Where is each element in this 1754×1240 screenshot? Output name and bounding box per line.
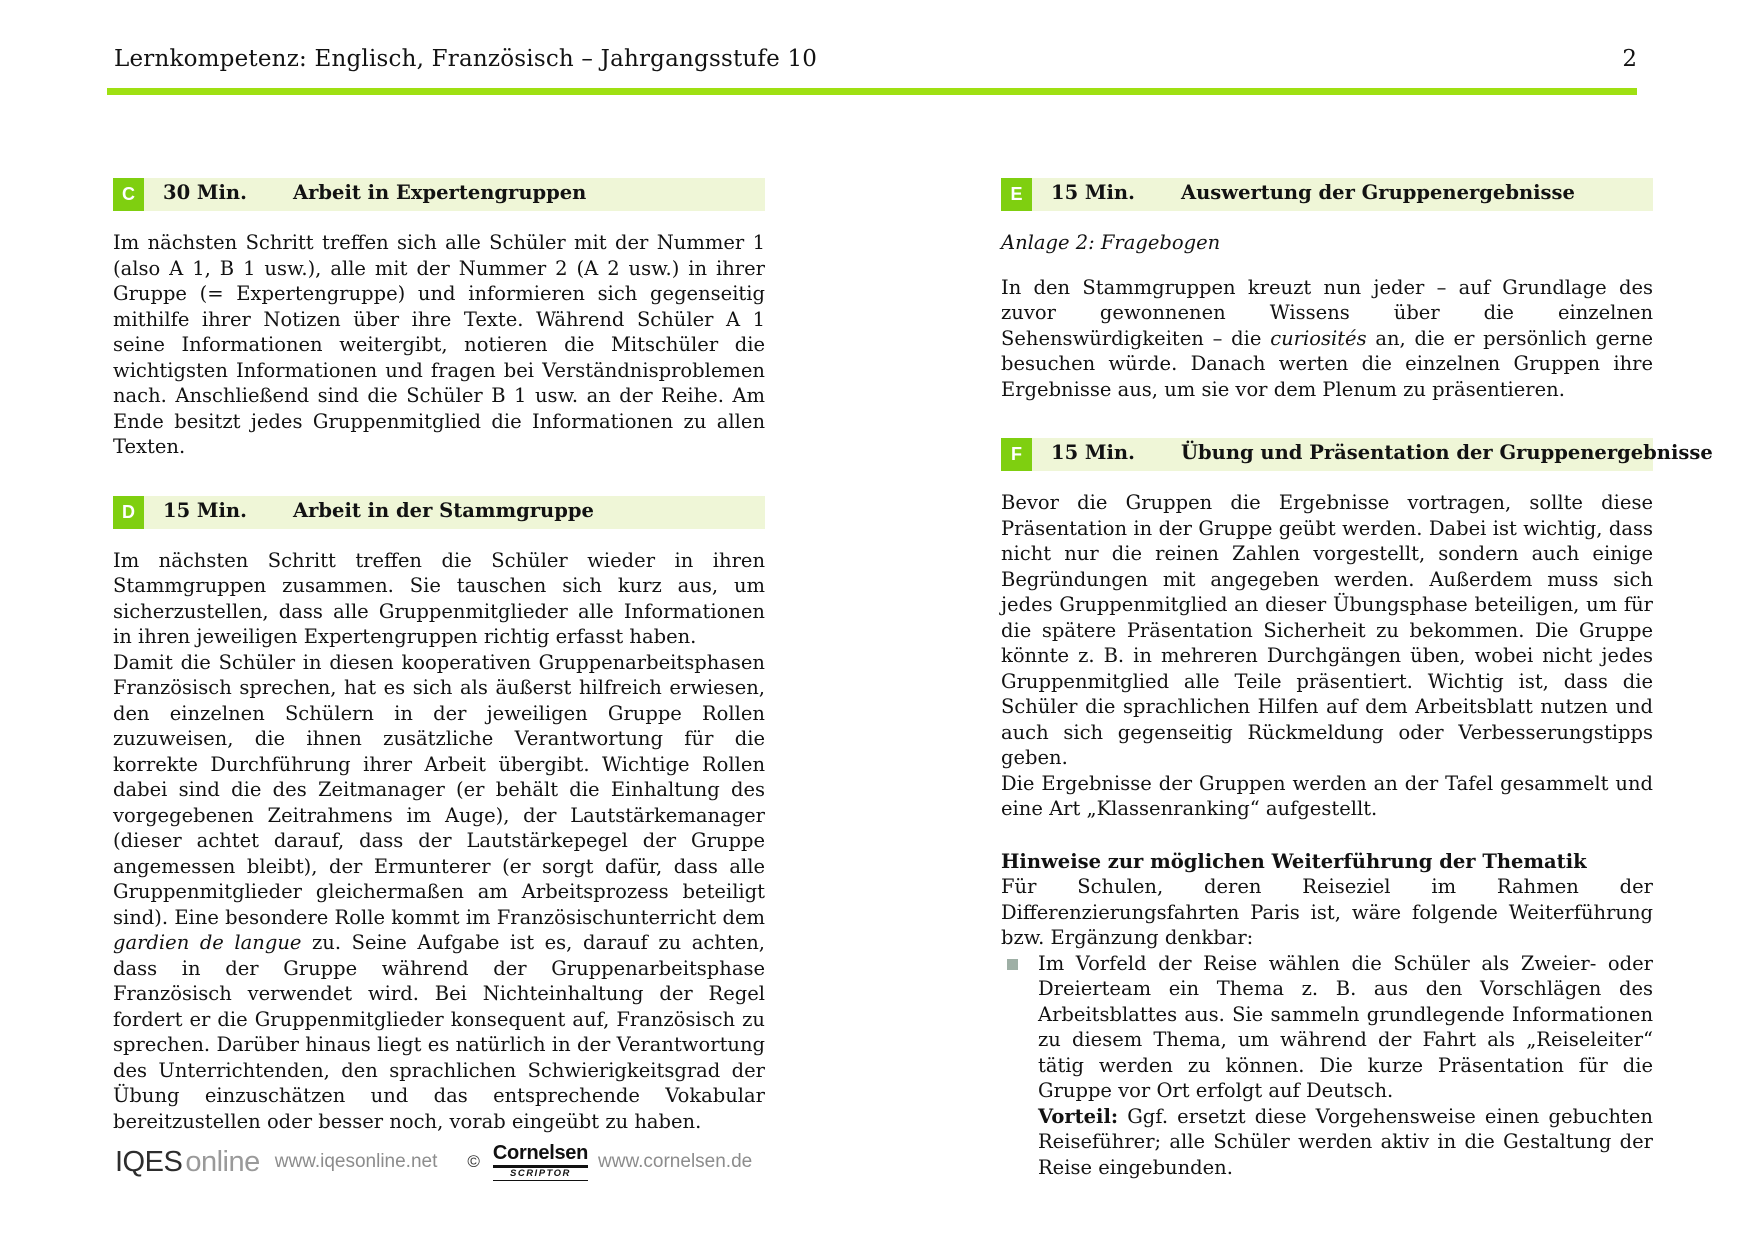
paragraph	[1001, 490, 1653, 771]
section-title: Übung und Präsentation der Gruppenergebnisse	[1181, 441, 1713, 464]
section-duration: 30 Min.	[163, 181, 247, 204]
text-segment: an, die er persönlich gerne besuchen würde. Danach werten die einzelnen Gruppen ihre Ergebnisse aus, um sie vor dem Plenum zu präsentieren.	[1001, 326, 1653, 401]
cornelsen-logo	[493, 1143, 588, 1181]
paragraph	[113, 548, 765, 650]
copyright-icon: ©	[467, 1152, 480, 1171]
section-c-bar	[113, 178, 765, 211]
page-title: Lernkompetenz: Englisch, Französisch – Jahrgangsstufe 10	[114, 46, 818, 72]
text-segment: Im nächsten Schritt treffen die Schüler wieder in ihren Stammgruppen zusammen. Sie tauschen sich kurz aus, um sicherzustellen, dass alle Gruppenmitglieder alle Informationen in ihren jeweiligen Expertengruppen richtig erfasst haben.	[113, 548, 765, 648]
section-duration: 15 Min.	[1051, 441, 1135, 464]
section-e-body	[1001, 275, 1653, 403]
section-title: Auswertung der Gruppenergebnisse	[1181, 181, 1575, 204]
text-segment: curiosités	[1270, 326, 1367, 350]
hints-block	[1001, 849, 1653, 1181]
section-e-bar	[1001, 178, 1653, 211]
section-f-body	[1001, 490, 1653, 822]
section-title: Arbeit in der Stammgruppe	[293, 498, 594, 522]
section-letter-badge: D	[113, 496, 144, 529]
section-letter-badge: E	[1001, 178, 1032, 211]
bullet-square-icon	[1007, 959, 1018, 970]
right-column	[1001, 178, 1713, 1180]
bullet-body	[1038, 951, 1653, 1181]
paragraph	[113, 650, 765, 1135]
text-segment: Damit die Schüler in diesen kooperativen Gruppenarbeitsphasen Französisch sprechen, hat es sich als äußerst hilfreich erwiesen, den einzelnen Schülern in der jeweiligen Gruppe Rollen zuzuweisen, die ihnen zusätzliche Verantwortung für die korrekte Durchführung ihrer Arbeit übergibt. Wichtige Rollen dabei sind die des Zeitmanager (er behält die Einhaltung des vorgegebenen Zeitrahmens im Auge), der Lautstärkemanager (dieser achtet darauf, dass der Lautstärkepegel der Gruppe angemessen bleibt), der Ermunterer (er sorgt dafür, dass alle Gruppenmitglieder gleichermaßen am Arbeitsprozess beteiligt sind). Eine besondere Rolle kommt im Französischunterricht dem	[113, 650, 765, 929]
hints-intro: Für Schulen, deren Reiseziel im Rahmen der Differenzierungsfahrten Paris ist, wäre folgende Weiterführung bzw. Ergänzung denkbar:	[1001, 875, 1653, 949]
paragraph	[113, 230, 765, 460]
section-c-body	[113, 230, 765, 460]
section-d-bar	[113, 496, 765, 529]
section-letter-badge: C	[113, 178, 144, 211]
section-duration: 15 Min.	[1051, 181, 1135, 204]
paragraph	[1038, 1104, 1653, 1181]
section-duration: 15 Min.	[163, 498, 247, 522]
text-segment: gardien de langue	[113, 931, 302, 954]
paragraph	[1001, 275, 1653, 403]
annex-reference: Anlage 2: Fragebogen	[1001, 231, 1221, 254]
paragraph	[1001, 771, 1653, 822]
section-f-bar	[1001, 438, 1713, 471]
cornelsen-logo-scriptor: SCRIPTOR	[493, 1168, 588, 1181]
text-segment: Im Vorfeld der Reise wählen die Schüler als Zweier- oder Dreierteam ein Thema z. B. aus den Vorschlägen des Arbeitsblattes aus. Sie sammeln grundlegende Informationen zu diesem Thema, um während der Fahrt als „Reiseleiter“ tätig werden zu können. Die kurze Präsentation für die Gruppe vor Ort erfolgt auf Deutsch.	[1038, 951, 1653, 1102]
page-footer	[115, 1140, 752, 1184]
iqes-logo-text: IQES	[115, 1145, 183, 1178]
cornelsen-url: www.cornelsen.de	[598, 1151, 753, 1172]
section-title: Arbeit in Expertengruppen	[293, 181, 587, 204]
left-column	[113, 178, 765, 1134]
text-segment: In den Stammgruppen kreuzt nun jeder – auf Grundlage des zuvor gewonnenen Wissens über die einzelnen Sehenswürdigkeiten – die	[1001, 275, 1653, 350]
text-segment: zu. Seine Aufgabe ist es, darauf zu achten, dass in der Gruppe während der Gruppenarbeitsphase Französisch verwendet wird. Bei Nichteinhaltung der Regel fordert er die Gruppenmitglieder konsequent auf, Französisch zu sprechen. Darüber hinaus liegt es natürlich in der Verantwortung des Unterrichtenden, den sprachlichen Schwierigkeitsgrad der Übung einzuschätzen und das entsprechende Vokabular bereitzustellen oder besser noch, vorab eingeübt zu haben.	[113, 931, 765, 1133]
paragraph	[1038, 951, 1653, 1104]
iqes-url: www.iqesonline.net	[274, 1151, 438, 1172]
text-segment: Bevor die Gruppen die Ergebnisse vortragen, sollte diese Präsentation in der Gruppe geübt werden. Dabei ist wichtig, dass nicht nur die reinen Zahlen vorgestellt, sondern auch einige Begründungen mit angegeben werden. Außerdem muss sich jedes Gruppenmitglied an dieser Übungsphase beteiligen, um für die spätere Präsentation Sicherheit zu bekommen. Die Gruppe könnte z. B. in mehreren Durchgängen üben, wobei nicht jedes Gruppenmitglied alle Teile präsentiert. Wichtig ist, dass die Schüler die sprachlichen Hilfen auf dem Arbeitsblatt nutzen und auch sich gegenseitig Rückmeldung oder Verbesserungstipps geben.	[1001, 491, 1653, 769]
section-d-body	[113, 548, 765, 1135]
iqes-logo-online-text: online	[185, 1145, 260, 1178]
cornelsen-logo-name: Cornelsen	[493, 1143, 588, 1168]
section-letter-badge: F	[1001, 438, 1032, 471]
text-segment: Vorteil:	[1038, 1104, 1119, 1128]
text-segment: Im nächsten Schritt treffen sich alle Schüler mit der Nummer 1 (also A 1, B 1 usw.), alle mit der Nummer 2 (A 2 usw.) in ihrer Gruppe (= Expertengruppe) und informieren sich gegenseitig mithilfe ihrer Notizen über ihre Texte. Während Schüler A 1 seine Informationen weitergibt, notieren die Mitschüler die wichtigsten Informationen und fragen bei Verständnisproblemen nach. Anschließend sind die Schüler B 1 usw. an der Reihe. Am Ende besitzt jedes Gruppenmitglied die Informationen zu allen Texten.	[113, 231, 765, 458]
bullet-item	[1001, 951, 1653, 1181]
header-rule	[107, 88, 1637, 95]
text-segment: Die Ergebnisse der Gruppen werden an der Tafel gesammelt und eine Art „Klassenranking“ aufgestellt.	[1001, 771, 1653, 820]
text-segment: Ggf. ersetzt diese Vorgehensweise einen gebuchten Reiseführer; alle Schüler werden aktiv in die Gestaltung der Reise eingebunden.	[1038, 1104, 1653, 1179]
iqes-logo	[115, 1146, 260, 1179]
page-number: 2	[1622, 46, 1637, 72]
hints-heading: Hinweise zur möglichen Weiterführung der Thematik	[1001, 849, 1587, 873]
